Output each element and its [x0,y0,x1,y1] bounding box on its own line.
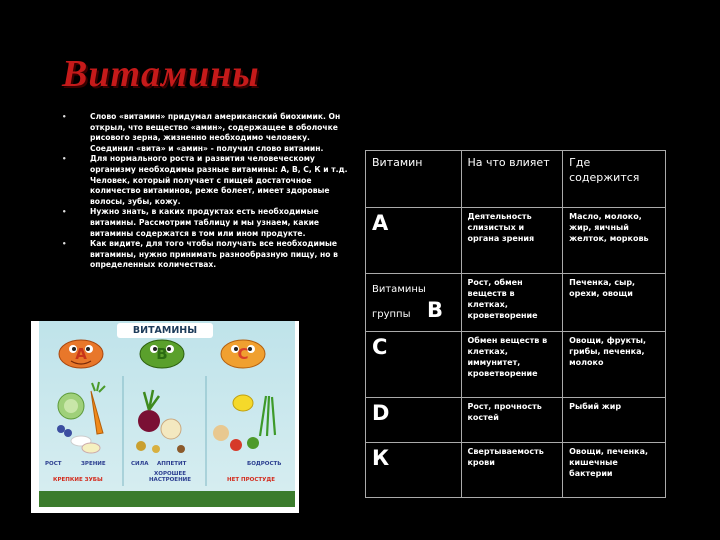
poster-letter-c: C [237,345,249,363]
vitamin-letter: К [372,446,390,470]
bullet-dot-icon: • [62,240,67,249]
poster-letter-b: B [156,345,168,363]
header-vitamin: Витамин [366,151,462,208]
vitamin-letter: С [372,335,388,359]
header-source: Где содержится [563,151,666,208]
vitamin-letter: В [427,298,444,322]
poster-label-appetit: АППЕТИТ [157,461,187,467]
effect-cell: Рост, обмен веществ в клетках, кроветворение [461,274,563,332]
poster-label-sila: СИЛА [131,461,149,467]
source-cell: Масло, молоко, жир, яичный желток, морковь [563,208,666,274]
poster-ground-strip [39,491,295,507]
bullet-item [60,154,350,207]
table-header-row [366,151,666,208]
bullet-item [60,239,350,271]
poster-label-rost: РОСТ [45,461,62,467]
vitamin-cell [366,274,462,332]
table-row [366,443,666,498]
effect-cell: Свертываемость крови [461,443,563,498]
source-cell: Овощи, фрукты, грибы, печенка, молоко [563,332,666,398]
slide-title: Витамины [62,53,260,95]
header-effect: На что влияет [461,151,563,208]
poster-label-zrenie: ЗРЕНИЕ [81,461,106,467]
vegetables-b-icon [136,390,185,453]
poster-label-zuby: КРЕПКИЕ ЗУБЫ [53,477,103,483]
bullet-list [60,112,350,271]
poster-label-bodrost: БОДРОСТЬ [247,461,282,467]
table-row [366,274,666,332]
vitamin-letter: А [372,211,389,235]
vitamin-cell [366,208,462,274]
effect-cell: Обмен веществ в клетках, иммунитет, кроветворение [461,332,563,398]
poster-letter-a: A [75,345,87,363]
effect-cell: Деятельность слизистых и органа зрения [461,208,563,274]
table-row [366,332,666,398]
bullet-item [60,112,350,154]
bullet-item [60,207,350,239]
vegetables-c-icon [213,395,275,451]
vitamin-table [365,150,666,498]
source-cell: Овощи, печенка, кишечные бактерии [563,443,666,498]
bullet-dot-icon: • [62,113,67,121]
bullet-text: Слово «витамин» придумал американский биохимик. Он открыл, что вещество «амин», содержащее в оболочке рисового зерна, жизненно необходимо человеку. Соединил «вита» и «амин» - получил слово витамин. [90,112,341,153]
vitamin-letter: D [372,401,390,425]
vitamin-cell [366,443,462,498]
poster-label-prostuda: НЕТ ПРОСТУДЕ [227,477,276,483]
poster-label-nastroenie: ХОРОШЕЕ НАСТРОЕНИЕ [148,471,192,483]
vitamin-group-label: Витамины группы [372,284,426,320]
effect-cell: Рост, прочность костей [461,398,563,443]
vitamin-cell [366,332,462,398]
vitamins-poster [31,321,299,513]
source-cell: Рыбий жир [563,398,666,443]
bullet-text: Как видите, для того чтобы получать все необходимые витамины, нужно принимать разнообразную пищу, но в определенных количествах. [90,239,338,270]
vegetables-a-icon [57,382,105,453]
table-row [366,208,666,274]
table-row [366,398,666,443]
bullet-dot-icon: • [62,208,67,217]
source-cell: Печенка, сыр, орехи, овощи [563,274,666,332]
vitamin-cell [366,398,462,443]
poster-title: ВИТАМИНЫ [117,323,213,338]
bullet-text: Для нормального роста и развития человеческому организму необходимы разные витамины: А, В, С, К и т.д. Человек, который получает с пищей достаточное количество витаминов, реже болеет, имеет здоровые волосы, зубы, кожу. [90,154,348,206]
poster-illustration [31,321,299,513]
bullet-text: Нужно знать, в каких продуктах есть необходимые витамины. Рассмотрим таблицу и мы узнаем, какие витамины содержатся в том или ином продукте. [90,207,320,238]
bullet-dot-icon: • [62,155,67,164]
